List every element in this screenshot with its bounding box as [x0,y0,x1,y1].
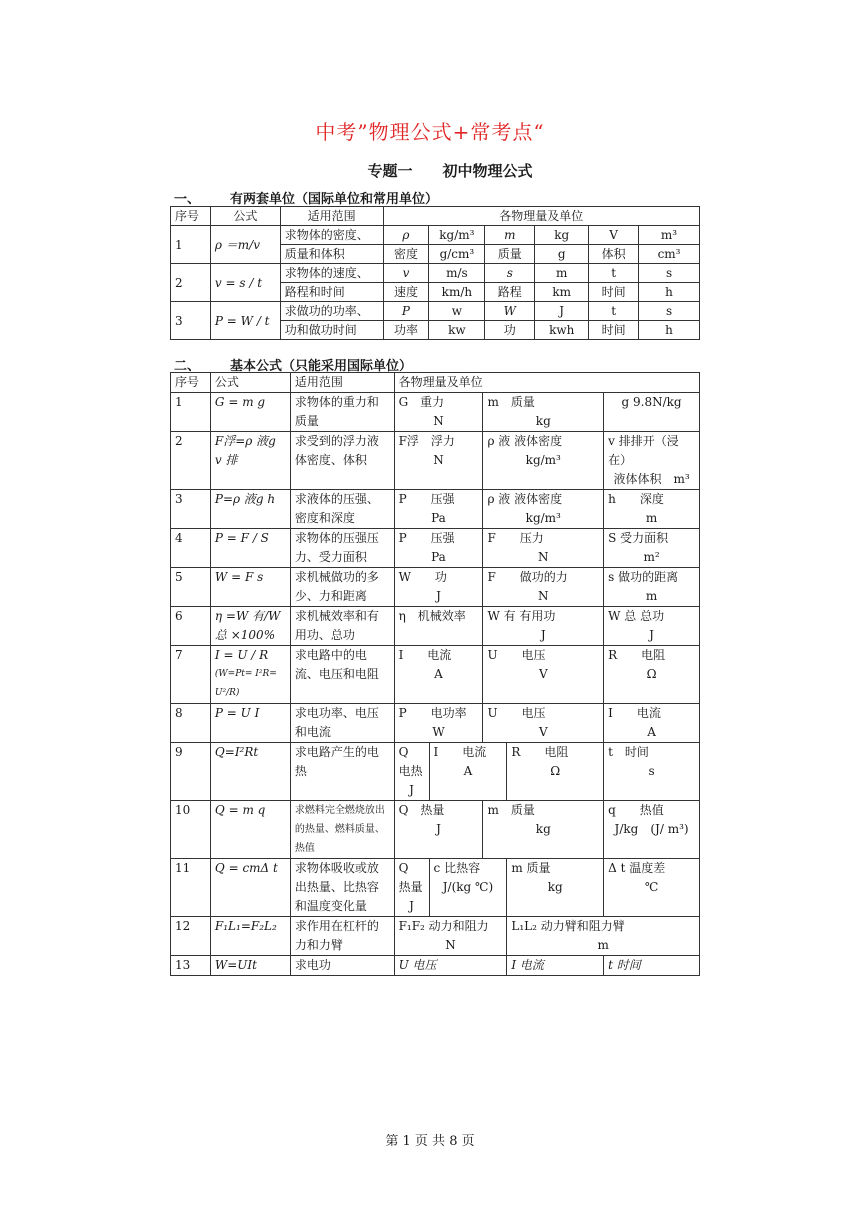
formula [210,917,290,956]
quantity-cell [394,917,507,956]
formula [210,490,290,529]
quantity-cell [604,646,700,704]
unit: m³ [639,226,700,245]
formula-text: W=UIt [214,958,257,972]
scope: 求物体的压强压力、受力面积 [290,529,394,568]
formula [210,704,290,743]
scope: 求机械做功的多少、力和距离 [290,568,394,607]
quantity-unit: m [645,511,658,525]
scope: 求物体的速度、 [280,264,383,283]
formula-table-header [171,373,700,393]
scope: 求电路中的电流、电压和电阻 [290,646,394,704]
quantity-unit: kg/m³ [525,453,561,467]
section2-num: 二、 [174,359,201,374]
quantity-label: Q 电热 [398,745,423,778]
document-title: 中考”物理公式+常考点“ [315,120,545,144]
table-row [171,432,700,490]
quantity-label: P 压强 [398,492,455,506]
symbol: t [589,302,639,321]
table-row [171,568,700,607]
table-row [171,607,700,646]
quantity-cell [604,801,700,859]
formula-text: F₁L₁=F₂L₂ [214,919,277,933]
quantity-label: ρ 液 液体密度 [487,434,563,448]
symbol: W [485,302,535,321]
quantity-cell [394,607,483,646]
quantity-name: 时间 [589,321,639,340]
row-number: 2 [171,432,211,490]
scope: 求燃料完全燃烧放出的热量、燃料质量、热值 [290,801,394,859]
section1-num: 一、 [174,192,201,207]
unit: s [639,264,700,283]
table-row [171,646,700,704]
quantity-label: t 时间 [604,956,700,976]
unit: m [535,264,589,283]
quantity-unit: J/(kg ℃) [442,880,494,894]
scope: 求物体的密度、 [280,226,383,245]
quantity-unit: J [409,783,414,797]
table-row [171,743,700,801]
quantity-cell [604,607,700,646]
quantity-label: U 电压 [487,648,546,662]
table-row [171,956,700,976]
page-footer: 第 1 页 共 8 页 [385,1134,475,1149]
formula [210,568,290,607]
quantity-unit: Ω [646,667,657,681]
formula-table [170,372,700,976]
symbol: V [589,226,639,245]
scope: 求机械效率和有用功、总功 [290,607,394,646]
quantity-unit: J [540,628,546,642]
formula-text: W = F s [214,570,264,584]
quantity-unit: s [648,764,655,778]
quantity-name: 密度 [383,245,429,264]
table-row [171,704,700,743]
quantity-unit: g 9.8N/kg [621,395,682,409]
quantity-cell [507,917,700,956]
scope: 路程和时间 [280,283,383,302]
row-number: 7 [171,646,211,704]
quantity-label: I 电流 [433,745,487,759]
quantity-unit: N [433,414,444,428]
quantity-cell [604,529,700,568]
formula-text: P = U I [214,706,260,720]
formula-text: P = F / S [214,531,269,545]
row-number: 4 [171,529,211,568]
quantity-label: Q 热量 [398,861,423,894]
scope: 求物体吸收或放出热量、比热容和温度变化量 [290,859,394,917]
quantity-unit: J [409,899,414,913]
quantity-unit: A [434,667,443,681]
table-row [171,529,700,568]
quantity-label: R 电阻 [608,648,666,662]
symbol: t [589,264,639,283]
unit: kw [429,321,485,340]
quantity-unit: J [436,589,441,603]
quantity-unit: m² [643,550,660,564]
unit: m/s [429,264,485,283]
quantity-name: 体积 [589,245,639,264]
quantity-name: 功率 [383,321,429,340]
symbol: v [383,264,429,283]
unit: kg [535,226,589,245]
unit: h [639,321,700,340]
quantity-label: Q 热量 [398,803,445,817]
quantity-unit: m [597,938,609,952]
quantity-label: c 比热容 [433,861,481,875]
scope: 求物体的重力和质量 [290,393,394,432]
scope: 质量和体积 [280,245,383,264]
formula-text: Q=I²Rt [214,745,259,759]
quantity-cell [483,704,604,743]
section1-heading [174,188,438,207]
table-row [171,490,700,529]
quantity-label: η 机械效率 [398,609,466,623]
quantity-unit: J [649,628,654,642]
quantity-unit: Pa [431,511,446,525]
quantity-unit: Pa [431,550,446,564]
quantity-label: W 总 总功 [608,609,665,623]
symbol: s [485,264,535,283]
quantity-label: U 电压 [394,956,507,976]
quantity-label: I 电流 [507,956,604,976]
table-row [171,859,700,917]
table-row [171,801,700,859]
formula: v = s / t [210,264,280,302]
quantity-cell [483,646,604,704]
quantity-cell [394,568,483,607]
formula-text: F浮=ρ 液g v 排 [214,434,276,467]
formula [210,393,290,432]
quantity-unit: kg/m³ [525,511,561,525]
quantity-label: W 功 [398,570,447,584]
quantity-cell [507,743,604,801]
quantity-cell [604,859,700,917]
row-number: 9 [171,743,211,801]
row-number: 12 [171,917,211,956]
formula: P = W / t [210,302,280,340]
header-cell: 序号 [171,373,211,393]
row-number: 8 [171,704,211,743]
quantity-cell [429,743,507,801]
quantity-label: m 质量 [487,395,535,409]
quantity-cell [394,801,483,859]
formula [210,432,290,490]
quantity-cell [507,859,604,917]
quantity-cell [394,859,429,917]
quantity-label: R 电阻 [511,745,569,759]
quantity-label: F₁F₂ 动力和阻力 [398,919,489,933]
row-number: 10 [171,801,211,859]
quantity-unit: N [538,589,549,603]
formula-text: Q = cmΔ t [214,861,278,875]
quantity-cell [604,393,700,432]
row-number: 1 [171,226,211,264]
quantity-cell [483,607,604,646]
header-cell: 适用范围 [280,207,383,226]
quantity-label: P 电功率 [398,706,467,720]
header-cell: 各物理量及单位 [394,373,699,393]
unit: km/h [429,283,485,302]
quantity-cell [429,859,507,917]
quantity-cell [604,568,700,607]
units-table [170,206,700,340]
formula [210,646,290,704]
quantity-label: W 有 有用功 [487,609,556,623]
row-number: 11 [171,859,211,917]
quantity-unit: V [538,725,548,739]
symbol: ρ [383,226,429,245]
quantity-label: q 热值 [608,803,664,817]
formula [210,743,290,801]
quantity-unit: Ω [550,764,561,778]
quantity-label: U 电压 [487,706,546,720]
quantity-cell [394,432,483,490]
quantity-label: G 重力 [398,395,445,409]
quantity-cell [394,490,483,529]
quantity-cell [604,704,700,743]
formula-note: (W=Pt= I²R= U²/R) [214,669,277,698]
table-row [171,917,700,956]
quantity-cell [394,646,483,704]
quantity-cell [483,801,604,859]
quantity-cell [483,432,604,490]
quantity-unit: J/kg (J/ m³) [614,822,689,836]
quantity-unit: N [538,550,549,564]
unit: g/cm³ [429,245,485,264]
quantity-unit: kg [547,880,563,894]
quantity-cell [394,743,429,801]
table-row [171,302,700,321]
quantity-unit: A [647,725,656,739]
header-cell: 适用范围 [290,373,394,393]
quantity-unit: kg [535,822,551,836]
quantity-cell [394,704,483,743]
table-row [171,264,700,283]
formula-text: η =W 有/W 总 ×100% [214,609,281,642]
quantity-label: L₁L₂ 动力臂和阻力臂 [511,919,625,933]
quantity-label: ρ 液 液体密度 [487,492,563,506]
scope: 求电功 [290,956,394,976]
quantity-unit: 液体体积 m³ [613,472,690,486]
row-number: 3 [171,490,211,529]
quantity-unit: W [432,725,445,739]
quantity-label: F 压力 [487,531,544,545]
header-cell: 公式 [210,373,290,393]
header-cell: 公式 [210,207,280,226]
quantity-label: t 时间 [608,745,649,759]
table-row [171,393,700,432]
quantity-unit: N [433,453,444,467]
header-cell: 序号 [171,207,211,226]
quantity-cell [483,568,604,607]
scope: 功和做功时间 [280,321,383,340]
quantity-unit: J [436,822,441,836]
quantity-label: v 排排开（浸在） [608,434,679,467]
quantity-name: 速度 [383,283,429,302]
row-number: 6 [171,607,211,646]
unit: h [639,283,700,302]
quantity-cell [394,393,483,432]
formula-text: P=ρ 液g h [214,492,276,506]
quantity-label: Δ t 温度差 [608,861,666,875]
unit: s [639,302,700,321]
quantity-unit: ℃ [644,880,659,894]
header-cell: 各物理量及单位 [383,207,700,226]
table-row [171,226,700,245]
row-number: 3 [171,302,211,340]
scope: 求电路产生的电热 [290,743,394,801]
quantity-cell [604,743,700,801]
quantity-name: 时间 [589,283,639,302]
quantity-cell [483,393,604,432]
quantity-name: 功 [485,321,535,340]
quantity-unit: V [538,667,548,681]
quantity-cell [604,490,700,529]
quantity-label: F 做功的力 [487,570,568,584]
quantity-unit: A [463,764,473,778]
units-table-header [171,207,700,226]
quantity-label: I 电流 [398,648,452,662]
section-subtitle: 专题一 初中物理公式 [367,162,533,180]
unit: cm³ [639,245,700,264]
row-number: 13 [171,956,211,976]
quantity-label: P 压强 [398,531,455,545]
formula-text: I = U / R [214,648,269,662]
quantity-unit: N [445,938,456,952]
unit: J [535,302,589,321]
symbol: m [485,226,535,245]
quantity-unit: kg [535,414,551,428]
quantity-label: m 质量 [511,861,551,875]
quantity-label: S 受力面积 [608,531,669,545]
scope: 求电功率、电压和电流 [290,704,394,743]
quantity-cell [604,432,700,490]
quantity-label: h 深度 [608,492,664,506]
scope: 求作用在杠杆的力和力臂 [290,917,394,956]
row-number: 5 [171,568,211,607]
unit: km [535,283,589,302]
formula [210,801,290,859]
quantity-label: s 做功的距离 [608,570,679,584]
quantity-name: 路程 [485,283,535,302]
unit: kg/m³ [429,226,485,245]
formula [210,607,290,646]
symbol: P [383,302,429,321]
quantity-label: I 电流 [608,706,661,720]
row-number: 2 [171,264,211,302]
formula-text: G = m g [214,395,266,409]
quantity-label: F浮 浮力 [398,434,455,448]
quantity-label: m 质量 [487,803,535,817]
row-number: 1 [171,393,211,432]
quantity-unit: m [645,589,658,603]
quantity-cell [483,490,604,529]
formula [210,956,290,976]
formula: ρ ＝m/v [210,226,280,264]
scope: 求受到的浮力液体密度、体积 [290,432,394,490]
formula [210,859,290,917]
section2-label: 基本公式（只能采用国际单位） [230,359,413,374]
formula [210,529,290,568]
scope: 求液体的压强、密度和深度 [290,490,394,529]
quantity-cell [394,529,483,568]
unit: g [535,245,589,264]
unit: w [429,302,485,321]
formula-text: Q = m q [214,803,266,817]
quantity-cell [483,529,604,568]
quantity-name: 质量 [485,245,535,264]
scope: 求做功的功率、 [280,302,383,321]
section1-label: 有两套单位（国际单位和常用单位） [230,192,439,207]
unit: kwh [535,321,589,340]
